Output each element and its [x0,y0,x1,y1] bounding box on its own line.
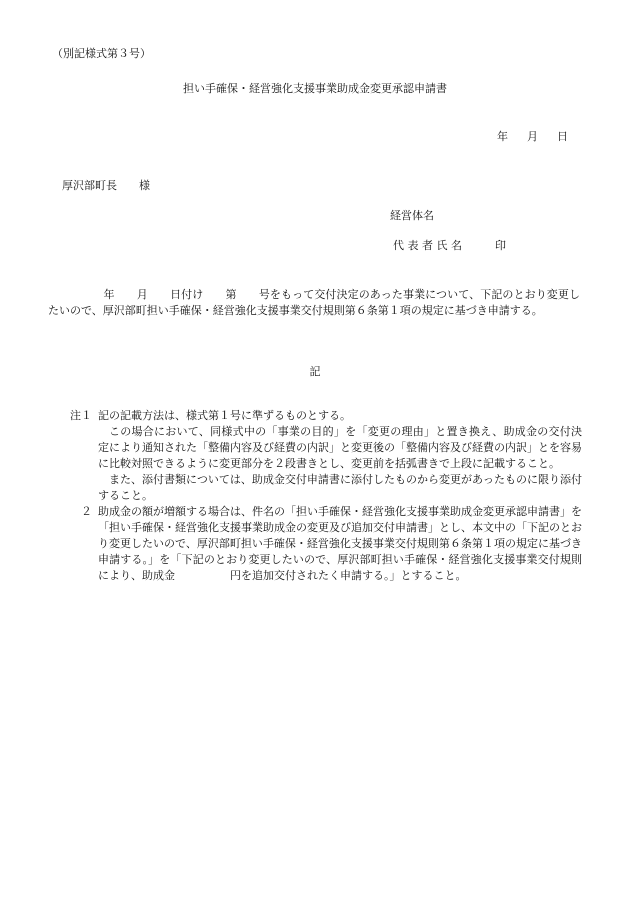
note-text [98,408,582,504]
note-item [70,408,582,504]
ki-heading: 記 [309,365,321,378]
notes-section [70,408,582,584]
note-number: 注１ [70,409,92,422]
body-paragraph: 年 月 日付け 第 号をもって交付決定のあった事業について、下記のとおり変更したいので、厚沢部町担い手確保・経営強化支援事業交付規則第６条第１項の規定に基づき申請する。 [48,288,580,317]
addressee: 厚沢部町長 様 [62,179,150,192]
document-title: 担い手確保・経営強化支援事業助成金変更承認申請書 [183,82,447,95]
note-paragraph: 記の記載方法は、様式第１号に準ずるものとする。 [98,409,351,422]
date-label: 年 月 日 [497,130,572,143]
note-paragraph: この場合において、同様式中の「事業の目的」を「変更の理由」と置き換え、助成金の交付決定により通知された「整備内容及び経費の内訳」と変更後の「整備内容及び経費の内訳」とを容易に比較対照できるように変更部分を２段書きとし、変更前を括弧書きで上段に記載すること。 [98,425,582,470]
note-item [70,504,582,584]
business-name-label: 経営体名 [390,209,434,222]
note-text [98,504,582,584]
request-body [48,287,580,319]
note-number: ２ [81,505,92,518]
form-number: （別記様式第３号） [52,47,151,60]
note-paragraph: 助成金の額が増額する場合は、件名の「担い手確保・経営強化支援事業助成金変更承認申請書」を「担い手確保・経営強化支援事業助成金の変更及び追加交付申請書」とし、本文中の「下記のとおり変更したいので、厚沢部町担い手確保・経営強化支援事業交付規則第６条第１項の規定に基づき申請する。」を「下記のとおり変更したいので、厚沢部町担い手確保・経営強化支援事業交付規則により、助成金 円を追加交付されたく申請する。」とすること。 [98,505,582,582]
representative-label: 代 表 者 氏 名 印 [393,239,506,252]
note-paragraph: また、添付書類については、助成金交付申請書に添付したものから変更があったものに限り添付すること。 [98,473,582,502]
